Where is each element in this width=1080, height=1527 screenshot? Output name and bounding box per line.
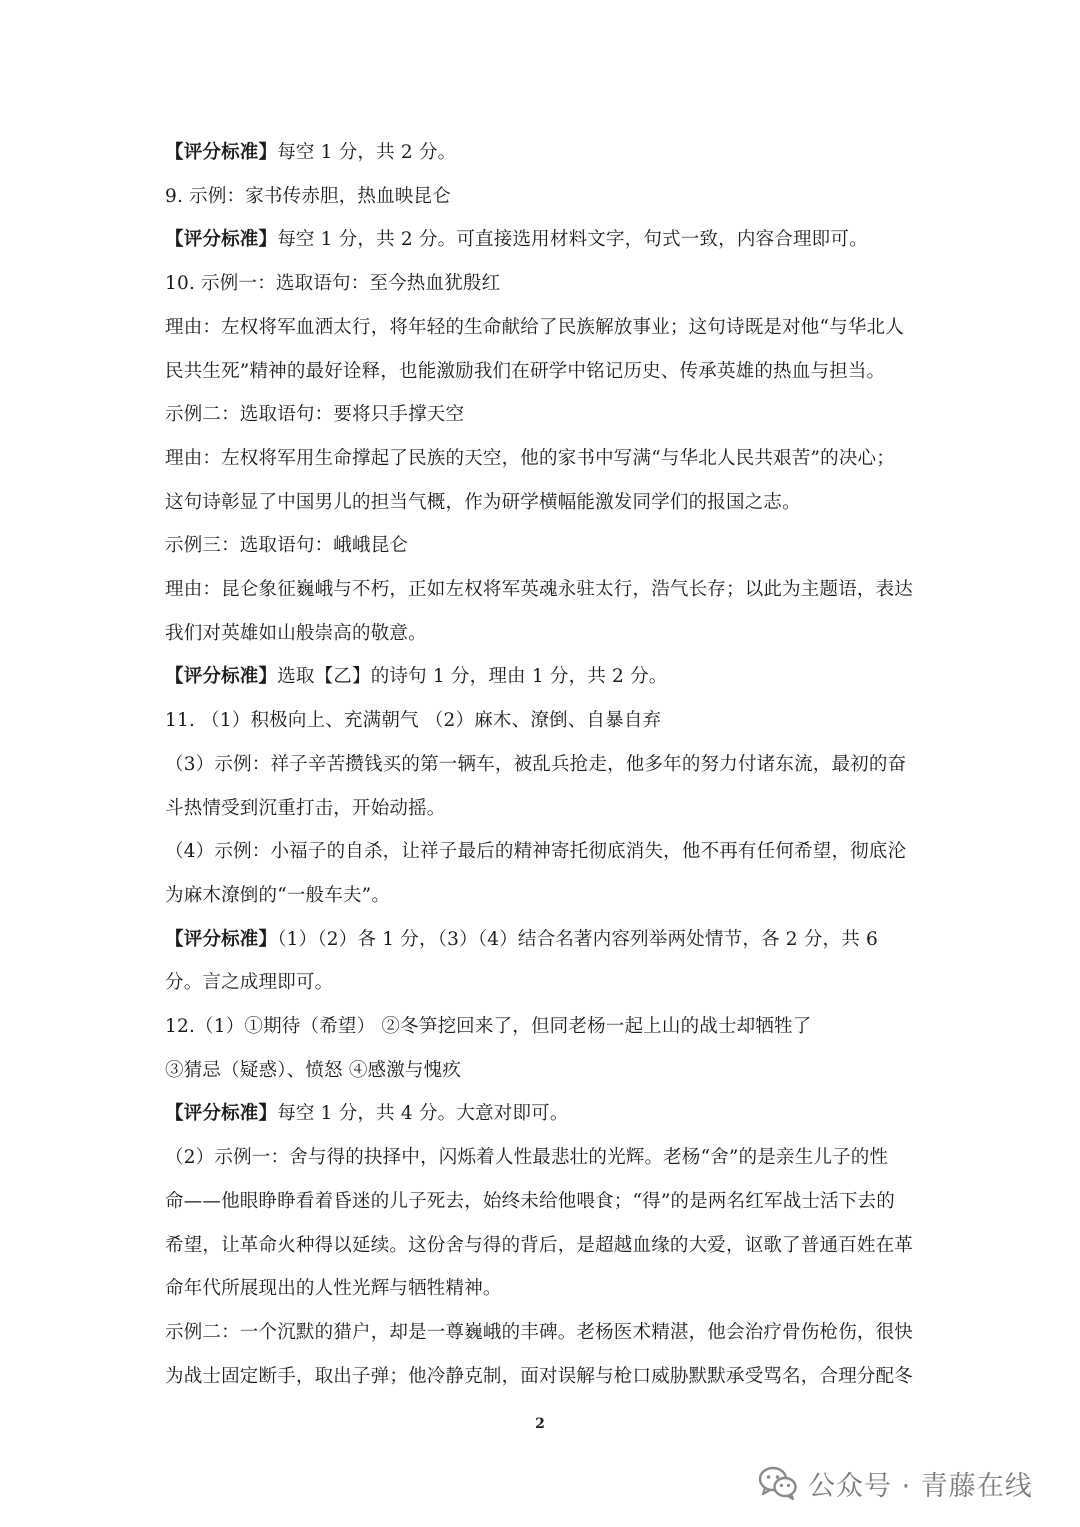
line-text: ③猜忌（疑惑）、愤怒 ④感激与愧疚: [165, 1060, 462, 1081]
line-text: （2）示例一：舍与得的抉择中，闪烁着人性最悲壮的光辉。老杨“舍”的是亲生儿子的性: [165, 1147, 889, 1168]
text-line: [165, 1014, 925, 1040]
line-text: 希望，让革命火种得以延续。这份舍与得的背后，是超越血缘的大爱，讴歌了普通百姓在革: [165, 1235, 914, 1256]
text-line: [165, 315, 925, 341]
line-text: 斗热情受到沉重打击，开始动摇。: [165, 798, 446, 819]
text-line: [165, 184, 925, 210]
line-text: 9. 示例：家书传赤胆，热血映昆仑: [165, 186, 451, 207]
text-line: [165, 490, 925, 516]
text-line: [165, 839, 925, 865]
text-line: [165, 1276, 925, 1302]
text-line: [165, 1364, 925, 1390]
line-text: 示例二：一个沉默的猎户，却是一尊巍峨的丰碑。老杨医术精湛，他会治疗骨伤枪伤，很快: [165, 1322, 914, 1343]
text-line: [165, 271, 925, 297]
line-text: 我们对英雄如山般崇高的敬意。: [165, 623, 427, 644]
line-text: 这句诗彰显了中国男儿的担当气概，作为研学横幅能激发同学们的报国之志。: [165, 492, 801, 513]
line-text: （1）（2）各 1 分，（3）（4）结合名著内容列举两处情节，各 2 分，共 6: [277, 929, 879, 950]
text-line: [165, 577, 925, 603]
line-text: 为麻木潦倒的“一般车夫”。: [165, 885, 391, 906]
text-line: [165, 796, 925, 822]
text-line: [165, 227, 925, 253]
line-text: 理由：昆仑象征巍峨与不朽，正如左权将军英魂永驻太行，浩气长存；以此为主题语，表达: [165, 579, 914, 600]
text-line: [165, 1058, 925, 1084]
line-text: 11. （1）积极向上、充满朝气 （2）麻木、潦倒、自暴自弃: [165, 710, 662, 731]
text-line: [165, 1233, 925, 1259]
text-line: [165, 927, 925, 953]
line-text: 为战士固定断手，取出子弹；他冷静克制，面对误解与枪口威胁默默承受骂名，合理分配冬: [165, 1366, 914, 1387]
line-text: 每空 1 分，共 2 分。可直接选用材料文字，句式一致，内容合理即可。: [277, 229, 868, 250]
line-text: 命年代所展现出的人性光辉与牺牲精神。: [165, 1278, 502, 1299]
text-line: [165, 970, 925, 996]
text-line: [165, 752, 925, 778]
line-text: 示例二：选取语句：要将只手撑天空: [165, 404, 465, 425]
text-line: [165, 664, 925, 690]
scoring-criteria-label: 【评分标准】: [165, 1103, 278, 1124]
wechat-icon: [758, 1466, 798, 1500]
watermark-text: 公众号 · 青藤在线: [808, 1470, 1033, 1502]
text-line: [165, 1145, 925, 1171]
scoring-criteria-label: 【评分标准】: [165, 142, 278, 163]
text-line: [165, 1101, 925, 1127]
line-text: （3）示例：祥子辛苦攒钱买的第一辆车，被乱兵抢走，他多年的努力付诸东流，最初的奋: [165, 754, 907, 775]
line-text: 命——他眼睁睁看着昏迷的儿子死去，始终未给他喂食；“得”的是两名红军战士活下去的: [165, 1191, 895, 1212]
text-line: [165, 140, 925, 166]
page-number: 2: [535, 1416, 545, 1432]
scoring-criteria-label: 【评分标准】: [165, 929, 278, 950]
text-line: [165, 402, 925, 428]
line-text: 每空 1 分，共 2 分。: [277, 142, 457, 163]
watermark: [758, 1460, 1033, 1506]
line-text: 分。言之成理即可。: [165, 972, 334, 993]
line-text: （4）示例：小福子的自杀，让祥子最后的精神寄托彻底消失，他不再有任何希望，彻底沦: [165, 841, 907, 862]
scoring-criteria-label: 【评分标准】: [165, 229, 278, 250]
text-line: [165, 359, 925, 385]
text-line: [165, 446, 925, 472]
line-text: 示例三：选取语句：峨峨昆仑: [165, 535, 409, 556]
text-line: [165, 883, 925, 909]
line-text: 理由：左权将军用生命撑起了民族的天空，他的家书中写满“与华北人民共艰苦”的决心；: [165, 448, 895, 469]
line-text: 每空 1 分，共 4 分。大意对即可。: [277, 1103, 569, 1124]
text-line: [165, 708, 925, 734]
text-line: [165, 1189, 925, 1215]
text-line: [165, 533, 925, 559]
line-text: 12.（1）①期待（希望） ②冬笋挖回来了，但同老杨一起上山的战士却牺牲了: [165, 1016, 812, 1037]
line-text: 10. 示例一：选取语句：至今热血犹殷红: [165, 273, 501, 294]
text-line: [165, 621, 925, 647]
scoring-criteria-label: 【评分标准】: [165, 666, 278, 687]
line-text: 选取【乙】的诗句 1 分，理由 1 分，共 2 分。: [277, 666, 668, 687]
line-text: 民共生死”精神的最好诠释，也能激励我们在研学中铭记历史、传承英雄的热血与担当。: [165, 361, 886, 382]
text-line: [165, 1320, 925, 1346]
line-text: 理由：左权将军血洒太行，将年轻的生命献给了民族解放事业；这句诗既是对他“与华北人: [165, 317, 904, 338]
